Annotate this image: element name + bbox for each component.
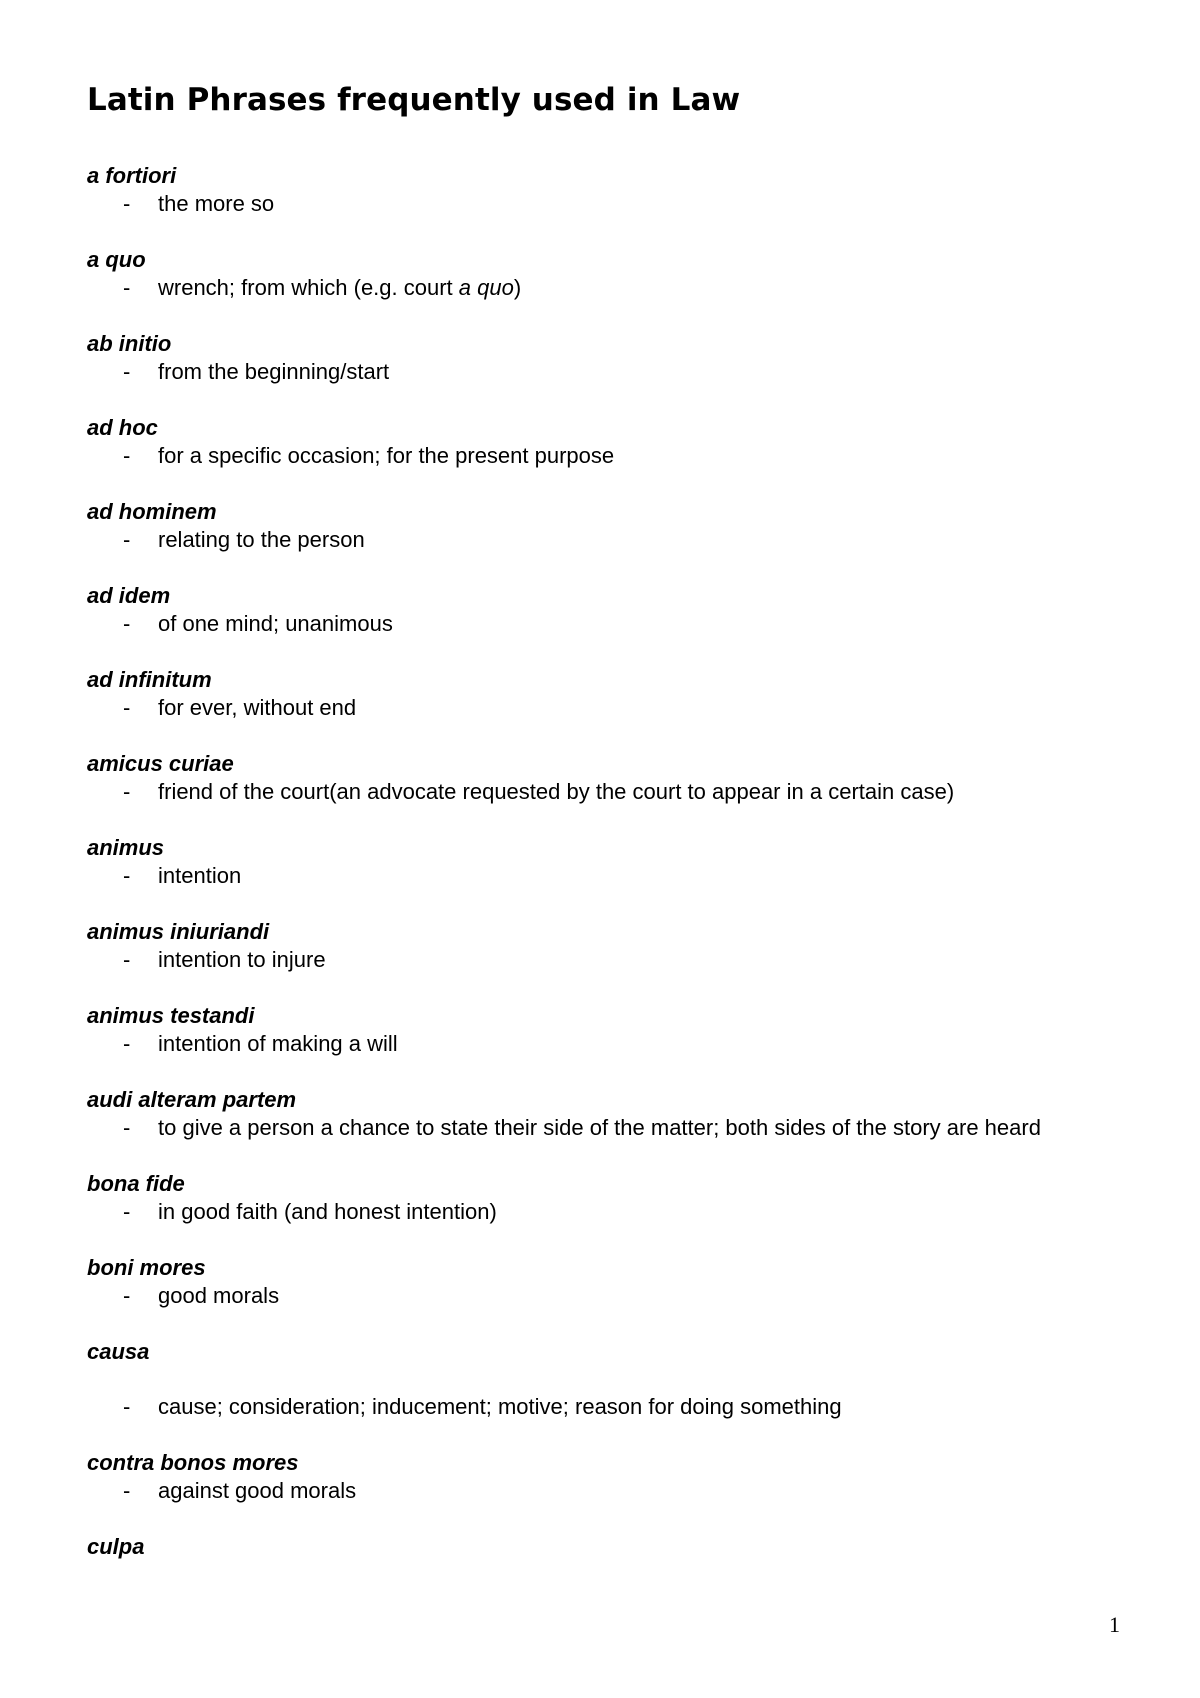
definition-row: [87, 1477, 1117, 1505]
definition-row: [87, 358, 1117, 386]
definition-text: good morals: [158, 1283, 280, 1308]
definition-text: intention: [158, 863, 242, 888]
bullet-dash: -: [123, 611, 131, 636]
bullet-dash: -: [123, 779, 131, 804]
latin-term: contra bonos mores: [87, 1450, 299, 1475]
definition-text: from the beginning/start: [158, 359, 390, 384]
latin-term: a quo: [87, 247, 146, 272]
list-item: [87, 1254, 1117, 1310]
definition-text-part: wrench; from which (e.g. court: [158, 275, 459, 300]
definition-text-part: ): [513, 275, 522, 300]
bullet-dash: -: [123, 1199, 131, 1224]
definition-row: [87, 778, 1117, 806]
list-item: [87, 1170, 1117, 1226]
list-item: [87, 1338, 1117, 1421]
list-item: [87, 1002, 1117, 1058]
list-item: [87, 666, 1117, 722]
definition-text: the more so: [158, 191, 275, 216]
latin-term: a fortiori: [87, 163, 177, 188]
definition-row: [87, 946, 1117, 974]
latin-term: ab initio: [87, 331, 172, 356]
latin-term: animus iniuriandi: [87, 919, 270, 944]
definition-text: for a specific occasion; for the present purpose: [158, 443, 615, 468]
latin-term: ad infinitum: [87, 667, 212, 692]
list-item: [87, 246, 1117, 302]
list-item: [87, 582, 1117, 638]
definition-text: intention of making a will: [158, 1031, 398, 1056]
bullet-dash: -: [123, 1283, 131, 1308]
bullet-dash: -: [123, 1394, 131, 1419]
list-item: [87, 330, 1117, 386]
latin-term: culpa: [87, 1534, 145, 1559]
definition-row: [87, 274, 1117, 302]
list-item: [87, 498, 1117, 554]
definition-text: for ever, without end: [158, 695, 357, 720]
definition-row: [87, 1282, 1117, 1310]
page-title: Latin Phrases frequently used in Law: [87, 82, 741, 118]
list-item: [87, 414, 1117, 470]
definition-text: cause; consideration; inducement; motive; reason for doing something: [158, 1394, 842, 1419]
latin-term: animus: [87, 835, 165, 860]
definition-italic-term: a quo: [458, 275, 514, 300]
definition-text: [158, 274, 1117, 302]
definition-text: relating to the person: [158, 527, 365, 552]
latin-term: boni mores: [87, 1255, 206, 1280]
definition-row: [87, 1393, 1117, 1421]
definition-row: [87, 610, 1117, 638]
bullet-dash: -: [123, 443, 131, 468]
phrase-list: [87, 162, 1117, 1589]
definition-text: to give a person a chance to state their side of the matter; both sides of the story are heard: [158, 1115, 1041, 1140]
bullet-dash: -: [123, 527, 131, 552]
bullet-dash: -: [123, 191, 131, 216]
bullet-dash: -: [123, 1115, 131, 1140]
definition-text: friend of the court(an advocate requested by the court to appear in a certain case): [158, 779, 955, 804]
bullet-dash: -: [123, 1031, 131, 1056]
definition-row: [87, 1114, 1117, 1142]
latin-term: ad hoc: [87, 415, 158, 440]
list-item: [87, 750, 1117, 806]
definition-row: [87, 442, 1117, 470]
list-item: [87, 162, 1117, 218]
bullet-dash: -: [123, 695, 131, 720]
definition-row: [87, 1030, 1117, 1058]
latin-term: amicus curiae: [87, 751, 234, 776]
definition-row: [87, 526, 1117, 554]
list-item: [87, 1449, 1117, 1505]
latin-term: audi alteram partem: [87, 1087, 297, 1112]
list-item: [87, 834, 1117, 890]
bullet-dash: -: [123, 1478, 131, 1503]
page-number: 1: [1109, 1612, 1120, 1637]
bullet-dash: -: [123, 275, 131, 300]
latin-term: ad idem: [87, 583, 171, 608]
bullet-dash: -: [123, 947, 131, 972]
definition-text: of one mind; unanimous: [158, 611, 393, 636]
latin-term: causa: [87, 1339, 150, 1364]
definition-row: [87, 862, 1117, 890]
list-item: [87, 1086, 1117, 1142]
definition-row: [87, 190, 1117, 218]
latin-term: bona fide: [87, 1171, 185, 1196]
definition-text: against good morals: [158, 1478, 357, 1503]
definition-text: intention to injure: [158, 947, 326, 972]
definition-text: in good faith (and honest intention): [158, 1199, 497, 1224]
definition-row: [87, 694, 1117, 722]
latin-term: animus testandi: [87, 1003, 255, 1028]
list-item: [87, 918, 1117, 974]
bullet-dash: -: [123, 359, 131, 384]
list-item: [87, 1533, 1117, 1561]
bullet-dash: -: [123, 863, 131, 888]
definition-row: [87, 1198, 1117, 1226]
latin-term: ad hominem: [87, 499, 217, 524]
